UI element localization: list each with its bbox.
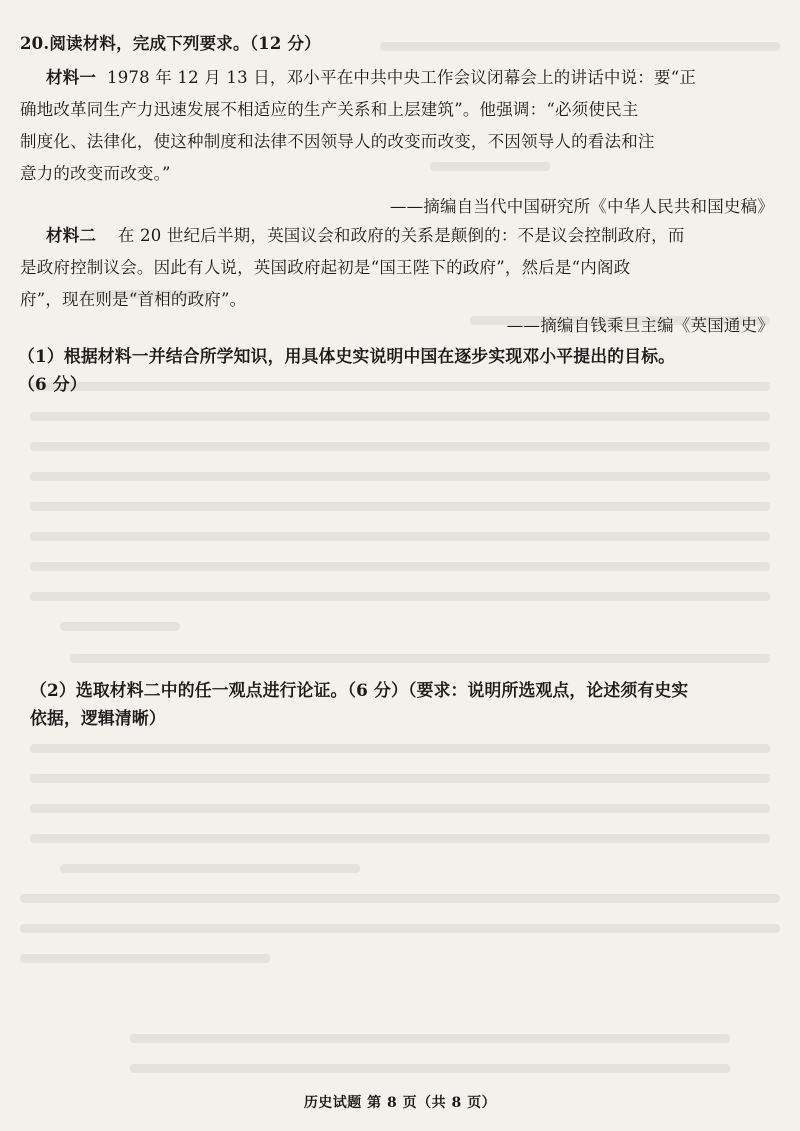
task2-line-1: （2）选取材料二中的任一观点进行论证。（6 分）（要求：说明所选观点，论述须有史实 xyxy=(30,680,689,700)
material1-text: 1978 年 12 月 13 日，邓小平在中共中央工作会议闭幕会上的讲话中说：要“正 xyxy=(107,68,697,87)
material1-label: 材料一 xyxy=(46,68,97,87)
material2-label: 材料二 xyxy=(46,226,97,245)
page-footer: 历史试题 第 8 页（共 8 页） xyxy=(303,1095,497,1111)
question-number: 20. xyxy=(20,34,50,53)
material1-line-4: 意力的改变而改变。” xyxy=(20,164,171,183)
material1-line-2: 确地改革同生产力迅速发展不相适应的生产关系和上层建筑”。他强调：“必须使民主 xyxy=(20,100,639,119)
material1-line-3: 制度化、法律化，使这种制度和法律不因领导人的改变而改变，不因领导人的看法和注 xyxy=(20,132,655,151)
task1-line-1: （1）根据材料一并结合所学知识，用具体史实说明中国在逐步实现邓小平提出的目标。 xyxy=(18,346,676,366)
material2-line-3: 府”，现在则是“首相的政府”。 xyxy=(20,290,247,309)
material2-line-2: 是政府控制议会。因此有人说，英国政府起初是“国王陛下的政府”，然后是“内阁政 xyxy=(20,258,631,277)
material2-text: 在 20 世纪后半期，英国议会和政府的关系是颠倒的：不是议会控制政府，而 xyxy=(117,226,685,245)
question-header xyxy=(20,34,321,54)
task1-line-2: （6 分） xyxy=(18,374,87,394)
material1-line-1 xyxy=(46,68,696,88)
material2-source: ——摘编自钱乘旦主编《英国通史》 xyxy=(506,316,774,335)
task2-line-2: 依据，逻辑清晰） xyxy=(30,708,166,728)
material1-source: ——摘编自当代中国研究所《中华人民共和国史稿》 xyxy=(389,197,774,216)
question-title: 阅读材料，完成下列要求。（12 分） xyxy=(49,34,321,53)
material2-line-1 xyxy=(46,226,685,246)
